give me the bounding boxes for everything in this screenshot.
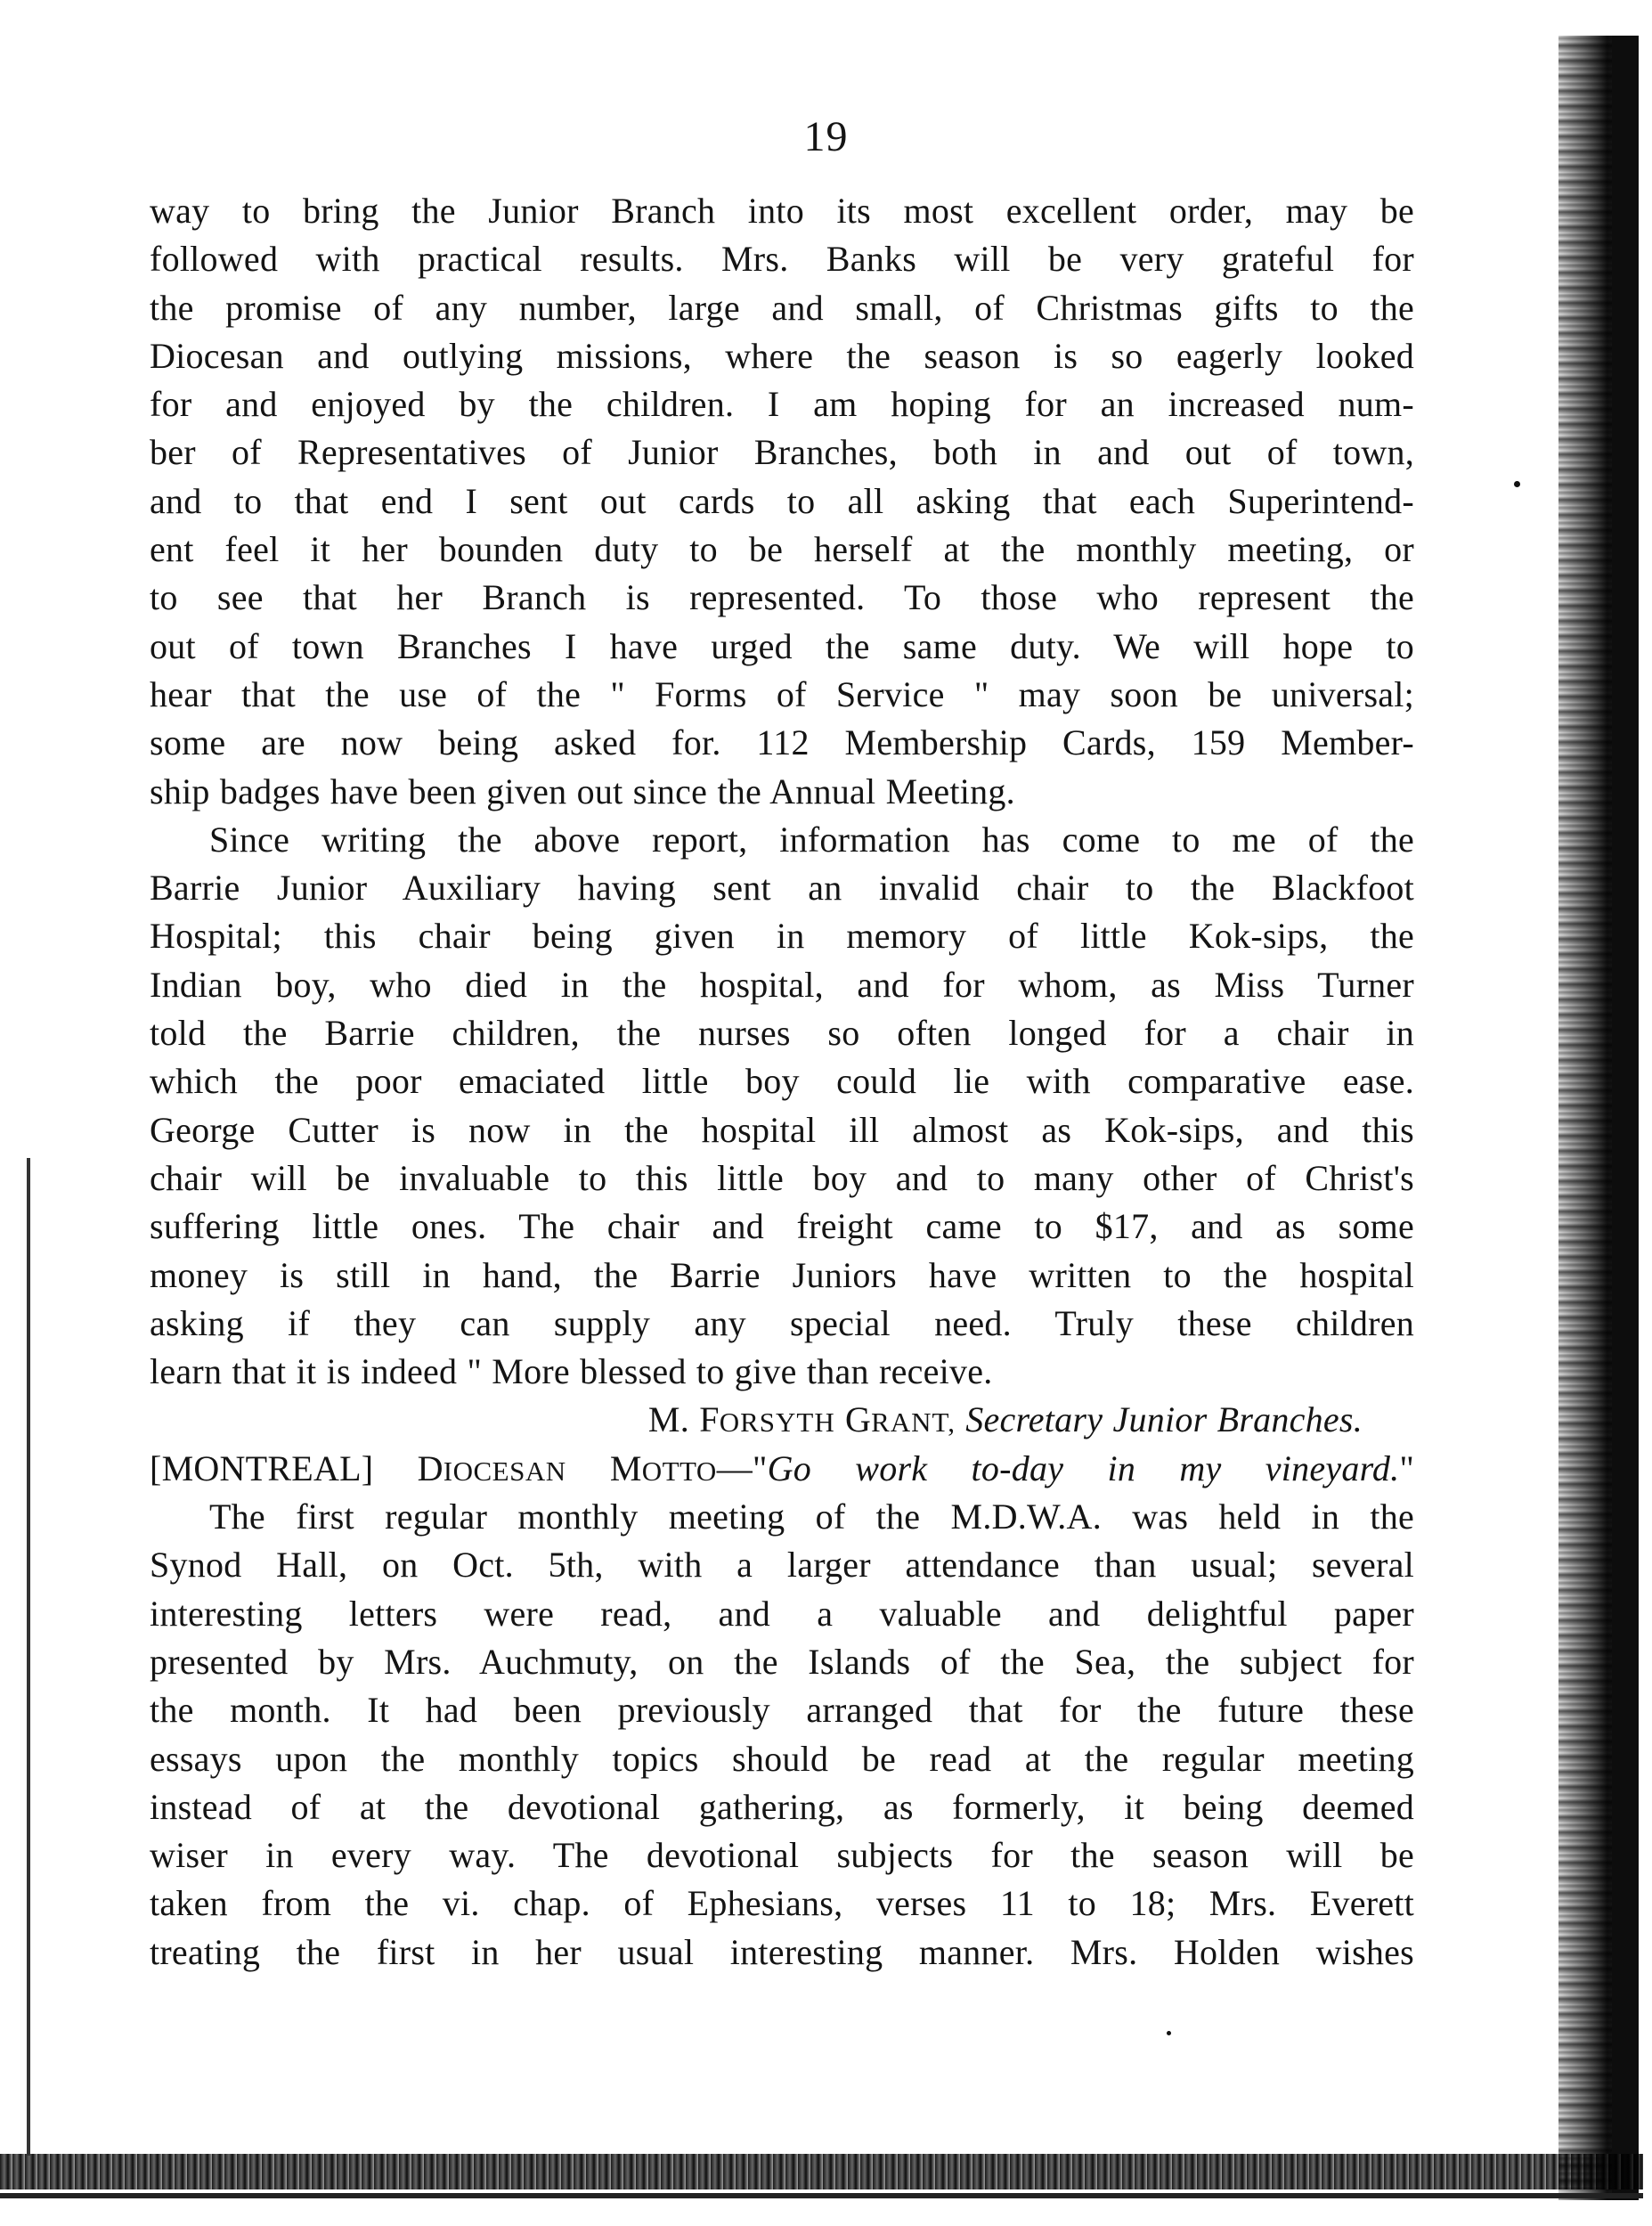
text-line: which the poor emaciated little boy could lie with comparative ease.	[150, 1061, 1414, 1102]
text-line: money is still in hand, the Barrie Juniors have written to the hospital	[150, 1254, 1414, 1295]
signature-title: Secretary Junior Branches.	[965, 1399, 1363, 1440]
scan-speck	[1167, 2031, 1171, 2035]
text-line: presented by Mrs. Auchmuty, on the Islands of the Sea, the subject for	[150, 1641, 1414, 1682]
text-line: way to bring the Junior Branch into its most excellent order, may be	[150, 191, 1414, 231]
text-line: instead of at the devotional gathering, as formerly, it being deemed	[150, 1786, 1414, 1827]
motto-word: OTTO	[641, 1455, 717, 1487]
scan-speck	[1514, 481, 1520, 487]
signature-line	[150, 1396, 1414, 1444]
text-line: suffering little ones. The chair and freight came to $17, and as some	[150, 1206, 1414, 1247]
text-line: the month. It had been previously arranged that for the future these	[150, 1690, 1414, 1731]
text-line: learn that it is indeed " More blessed to give than receive.	[150, 1351, 993, 1392]
motto-close-quote: "	[1399, 1447, 1415, 1488]
text-line: chair will be invaluable to this little boy and to many other of Christ's	[150, 1157, 1414, 1198]
text-line: some are now being asked for. 112 Membership Cards, 159 Member-	[150, 722, 1414, 763]
text-line: to see that her Branch is represented. To those who represent the	[150, 577, 1414, 618]
signature-surname: ORSYTH	[719, 1407, 835, 1439]
signature-given: RANT,	[871, 1407, 956, 1439]
text-line: for and enjoyed by the children. I am hoping for an increased num-	[150, 384, 1414, 425]
page-text	[150, 187, 1414, 1977]
scan-edge-bottom-line	[0, 2193, 1643, 2198]
text-line: out of town Branches I have urged the same duty. We will hope to	[150, 625, 1414, 666]
motto-word-cap: M	[609, 1447, 642, 1488]
text-line: The first regular monthly meeting of the M.D.W.A. was held in the	[209, 1496, 1414, 1537]
text-line: Since writing the above report, information has come to me of the	[209, 819, 1414, 860]
text-line: Synod Hall, on Oct. 5th, with a larger attendance than usual; several	[150, 1545, 1414, 1586]
text-line: told the Barrie children, the nurses so often longed for a chair in	[150, 1013, 1414, 1054]
text-line: Indian boy, who died in the hospital, and for whom, as Miss Turner	[150, 964, 1414, 1005]
scan-edge-bottom	[0, 2154, 1643, 2189]
text-line: interesting letters were read, and a valuable and delightful paper	[150, 1593, 1414, 1634]
text-line: and to that end I sent out cards to all asking that each Superintend-	[150, 480, 1414, 521]
text-line: Hospital; this chair being given in memory of little Kok-sips, the	[150, 916, 1414, 957]
text-line: wiser in every way. The devotional subjects for the season will be	[150, 1835, 1414, 1876]
scan-edge-right-shadow	[1612, 36, 1639, 2200]
motto-dash: —"	[716, 1447, 768, 1488]
text-line: Barrie Junior Auxiliary having sent an invalid chair to the Blackfoot	[150, 868, 1414, 909]
page-number: 19	[803, 113, 849, 160]
text-line: ship badges have been given out since the Annual Meeting.	[150, 771, 1015, 811]
text-line: hear that the use of the " Forms of Service " may soon be universal;	[150, 673, 1414, 714]
signature-given-initial: G	[844, 1399, 872, 1440]
text-line: followed with practical results. Mrs. Banks will be very grateful for	[150, 239, 1414, 280]
text-line: treating the first in her usual interesting manner. Mrs. Holden wishes	[150, 1931, 1414, 1972]
text-line: essays upon the monthly topics should be read at the regular meeting	[150, 1738, 1414, 1779]
section-header-montreal	[150, 1445, 1414, 1493]
text-line: taken from the vi. chap. of Ephesians, verses 11 to 18; Mrs. Everett	[150, 1883, 1414, 1924]
text-line: ent feel it her bounden duty to be herself at the monthly meeting, or	[150, 529, 1414, 570]
motto-label: IOCESAN	[443, 1455, 566, 1487]
text-line: asking if they can supply any special need. Truly these children	[150, 1302, 1414, 1343]
text-line: the promise of any number, large and small, of Christmas gifts to the	[150, 287, 1414, 328]
signature-initial: M. F	[647, 1399, 720, 1440]
diocese-name: [MONTREAL]	[150, 1447, 374, 1488]
text-line: ber of Representatives of Junior Branches, both in and out of town,	[150, 432, 1414, 473]
text-line: Diocesan and outlying missions, where the season is so eagerly looked	[150, 335, 1414, 376]
text-line: George Cutter is now in the hospital ill almost as Kok-sips, and this	[150, 1109, 1414, 1150]
scan-edge-left	[27, 1158, 30, 2156]
motto-text: Go work to-day in my vineyard.	[767, 1447, 1400, 1488]
motto-label-cap: D	[417, 1447, 444, 1488]
